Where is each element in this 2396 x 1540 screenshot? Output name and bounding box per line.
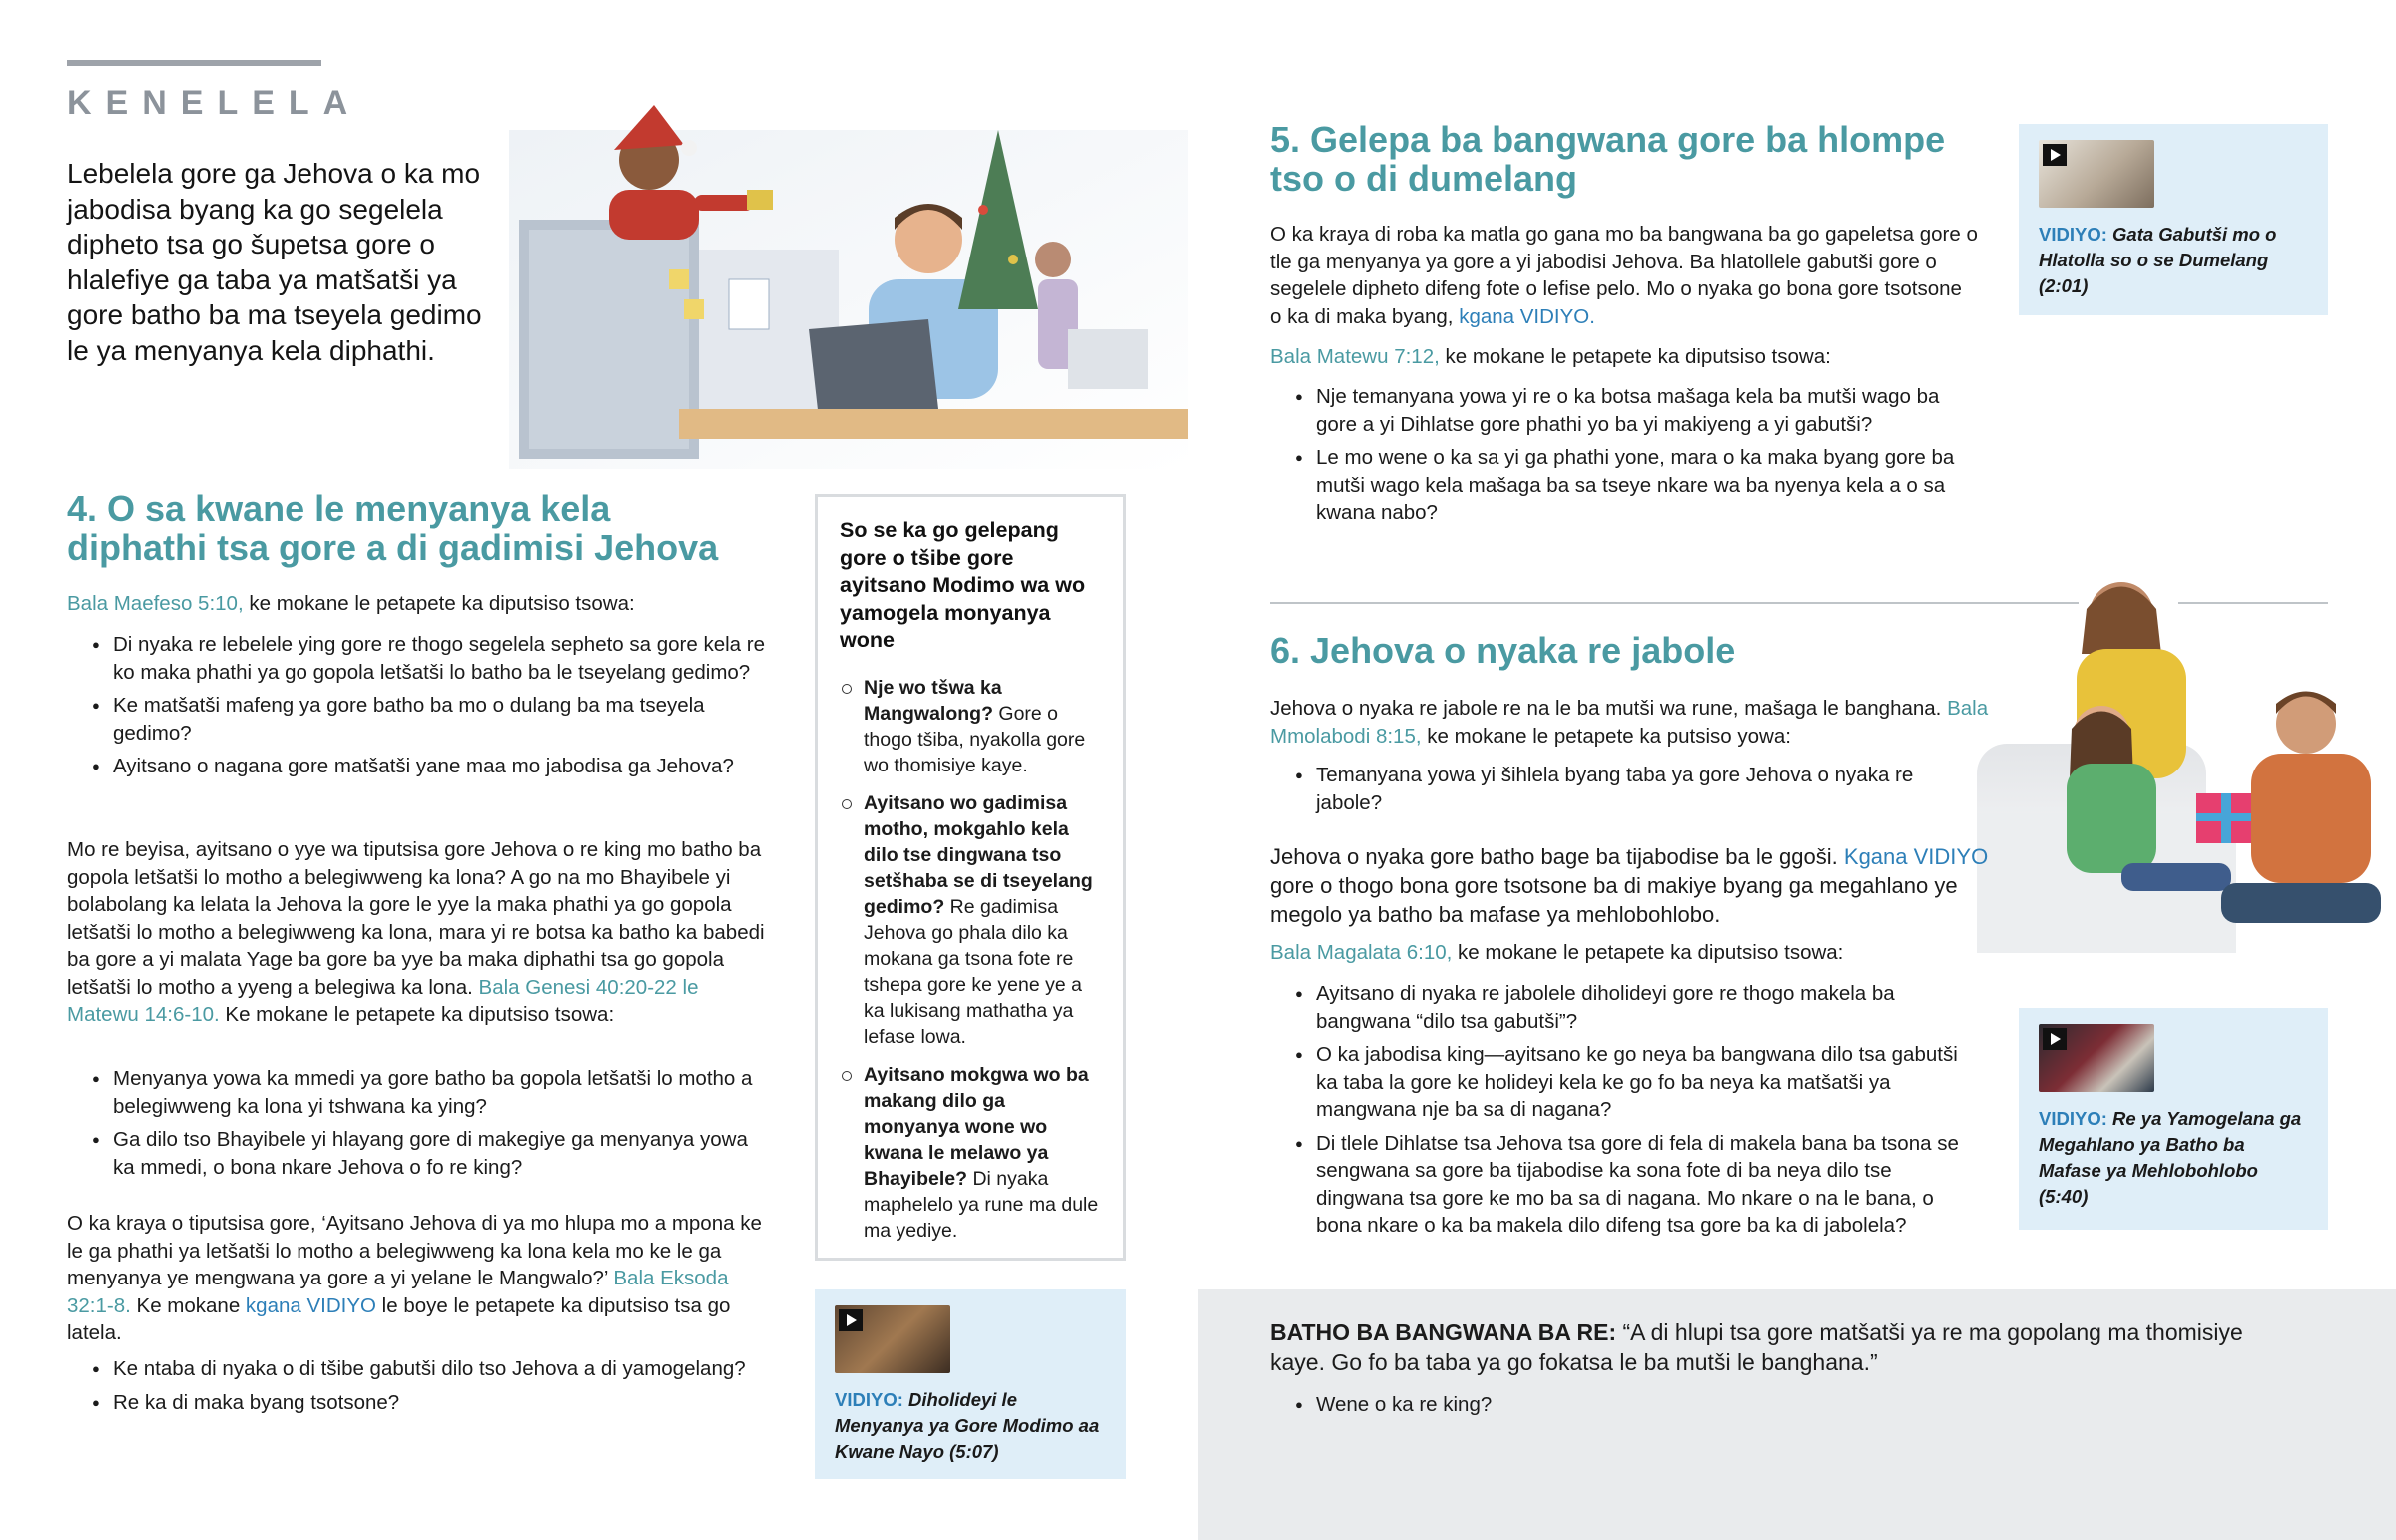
section-6-questions-1 <box>1270 762 1979 822</box>
section-6-reading-2: Bala Magalata 6:10, ke mokane le petapete ka diputsiso tsowa: <box>1270 941 1844 964</box>
question-item: ● Di tlele Dihlatse tsa Jehova tsa gore di fela di makela bana ba tsona se sengwana sa gore ba tijabodise ka sona fote di ba neya dilo tse dingwana tsa gore ke mo ba sa di nagana. Mo nkare o na le bana, o bona nkare o ka ba makela dilo difeng tsa gore ba ka di jabolela? <box>1270 1130 1979 1240</box>
question-item: ● O ka jabodisa king—ayitsano ke go neya ba bangwana dilo tsa gabutši ka taba la gore ke holideyi kela ke go fo ba neya ka matšatši ya mangwana nje ba sa di nagana? <box>1270 1041 1979 1124</box>
question-item: ● Temanyana yowa yi šihlela byang taba ya gore Jehova o nyaka re jabole? <box>1270 762 1979 816</box>
video-card-beliefs[interactable] <box>2019 124 2328 315</box>
question-item: ● Re ka di maka byang tsotsone? <box>67 1389 766 1417</box>
question-item: ● Le mo wene o ka sa yi ga phathi yone, mara o ka maka byang gore ba mutši wago kela mašaga ba sa tseye nkare wa ba nyenya kela a o sa kwana nabo? <box>1270 444 1979 527</box>
video-card-conventions[interactable] <box>2019 1008 2328 1230</box>
scripture-reference[interactable]: Bala Matewu 7:12, <box>1270 345 1440 368</box>
section-5-reading: Bala Matewu 7:12, ke mokane le petapete ka diputsiso tsowa: <box>1270 345 1831 368</box>
section-4-reading: Bala Maefeso 5:10, ke mokane le petapete ka diputsiso tsowa: <box>67 592 635 615</box>
header-rule <box>67 60 321 66</box>
video-thumbnail[interactable] <box>2039 1024 2154 1092</box>
video-thumbnail[interactable] <box>835 1305 950 1373</box>
video-thumbnail[interactable] <box>2039 140 2154 208</box>
info-box-item: Nje wo tšwa ka Mangwalong? Gore o thogo tšiba, nyakolla gore wo thomisiye kaye. <box>840 675 1101 778</box>
question-item: ● Ke matšatši mafeng ya gore batho ba mo o dulang ba ma tseyela gedimo? <box>67 692 786 747</box>
question-item: ● Di nyaka re lebelele ying gore re thogo segelela sepheto sa gore kela re ko maka phathi ya go gopola letšatši lo batho ba le tseyelang gedimo? <box>67 631 786 686</box>
video-caption: VIDIYO: Gata Gabutši mo o Hlatolla so o se Dumelang (2:01) <box>2039 224 2277 296</box>
play-icon[interactable] <box>2043 144 2067 166</box>
others-say-quote: BATHO BA BANGWANA BA RE: “A di hlupi tsa gore matšatši ya re ma gopolang ma thomisiye kaye. Go fo ba taba ya go fokatsa le ba mutši le banghana.” <box>1270 1319 2243 1375</box>
video-link[interactable]: Kgana VIDIYO <box>1843 844 1989 869</box>
section-5-title: 5. Gelepa ba bangwana gore ba hlompe tso o di dumelang <box>1270 119 1946 199</box>
scripture-reference[interactable]: Bala Genesi 40:20-22 le Matewu 14:6-10. <box>67 975 699 1026</box>
section-4-questions-2 <box>67 1065 766 1187</box>
info-box-item: Ayitsano wo gadimisa motho, mokgahlo kela dilo tse dingwana tso setšhaba se di tseyelang gedimo? Re gadimisa Jehova go phala dilo ka mokana ga tsona fote re tshepa gore ke yene ye a ka lukisang mathatha ya lefase lowa. <box>840 790 1101 1050</box>
video-card-holidays[interactable] <box>815 1289 1126 1479</box>
question-item: ● Ke ntaba di nyaka o di tšibe gabutši dilo tso Jehova a di yamogelang? <box>67 1355 766 1383</box>
video-link[interactable]: kgana VIDIYO. <box>1459 304 1595 328</box>
page-label: KENELELA <box>67 84 362 122</box>
question-item: ● Ga dilo tso Bhayibele yi hlayang gore di makegiye ga menyanya yowa ka mmedi, o bona nkare Jehova o fo re king? <box>67 1126 766 1181</box>
info-box-item: Ayitsano mokgwa wo ba makang dilo ga monyanya wone wo kwana le melawo ya Bhayibele? Di nyaka maphelelo ya rune ma dule ma yediye. <box>840 1062 1101 1244</box>
question-item: ● Ayitsano di nyaka re jabolele diholideyi gore re thogo makela ba bangwana “dilo tsa gabutši”? <box>1270 980 1979 1035</box>
section-6-questions-2 <box>1270 980 1979 1246</box>
section-6-paragraph-2: Jehova o nyaka gore batho bage ba tijabodise ba le ggoši. Kgana VIDIYO gore o thogo bona gore tsotsone ba di makiye byang ga megahlano ye megolo ya batho ba mafase ya mehlobohlobo. <box>1270 844 1989 927</box>
section-5-questions <box>1270 383 1979 533</box>
video-caption: VIDIYO: Re ya Yamogelana ga Megahlano ya Batho ba Mafase ya Mehlobohlobo (5:40) <box>2039 1108 2302 1207</box>
section-5-paragraph: O ka kraya di roba ka matla go gana mo ba bangwana ba go gapeletsa gore o tle ga menyanya ya gore a yi jabodisi Jehova. Ba hlatollele gabutši gore o segelele dipheto difeng fote o lefise pelo. Mo o nyaka go bona gore tsotsone o ka di maka byang, kgana VIDIYO. <box>1270 223 1978 328</box>
video-caption: VIDIYO: Diholideyi le Menyanya ya Gore Modimo aa Kwane Nayo (5:07) <box>835 1389 1100 1462</box>
scripture-reference[interactable]: Bala Magalata 6:10, <box>1270 941 1453 964</box>
bottom-question <box>1270 1391 1969 1425</box>
scripture-reference[interactable]: Bala Eksoda 32:1-8. <box>67 1267 729 1317</box>
scripture-reference[interactable]: Bala Mmolabodi 8:15, <box>1270 697 1989 748</box>
scripture-reference[interactable]: Bala Maefeso 5:10, <box>67 592 244 615</box>
play-icon[interactable] <box>2043 1028 2067 1050</box>
section-6-paragraph-1: Jehova o nyaka re jabole re na le ba mutši wa rune, mašaga le banghana. Bala Mmolabodi 8:15, ke mokane le petapete ka putsiso yowa: <box>1270 697 1989 748</box>
section-6-title: 6. Jehova o nyaka re jabole <box>1270 630 1736 671</box>
office-illustration <box>509 90 1188 469</box>
intro-text: Lebelela gore ga Jehova o ka mo jabodisa byang ka go segelela dipheto tsa go šupetsa gore o hlalefiye ga taba ya matšatši ya gore batho ba ma tseyela gedimo le ya menyanya kela diphathi. <box>67 158 482 366</box>
info-box <box>815 494 1126 1261</box>
question-item: ● Nje temanyana yowa yi re o ka botsa mašaga kela ba mutši wago ba gore a yi Dihlatse gore phathi yo ba yi makiyeng a yi gabutši? <box>1270 383 1979 438</box>
info-box-title: So se ka go gelepang gore o tšibe gore ayitsano Modimo wa wo yamogela monyanya wone <box>840 518 1086 652</box>
play-icon[interactable] <box>839 1309 863 1331</box>
section-4-title: 4. O sa kwane le menyanya kela diphathi tsa gore a di gadimisi Jehova <box>67 488 719 568</box>
section-4-questions-1 <box>67 631 786 786</box>
section-4-questions-3 <box>67 1355 766 1422</box>
section-4-paragraph-2: O ka kraya o tiputsisa gore, ‘Ayitsano Jehova di ya mo hlupa mo a mpona ke le ga phathi ya letšatši lo motho a belegiwweng ka lona kela mo ke le ga menyanya ye mengwana ya gore a yi yelane le Mangwalo?’ Bala Eksoda 32:1-8. Ke mokane kgana VIDIYO le boye le petapete ka diputsiso tsa go latela. <box>67 1212 762 1344</box>
question-item: ● Menyanya yowa ka mmedi ya gore batho ba gopola letšatši lo motho a belegiwweng ka lona yi tshwana ka ying? <box>67 1065 766 1120</box>
section-4-paragraph-1: Mo re beyisa, ayitsano o yye wa tiputsisa gore Jehova o re king mo batho ba gopola letšatši lo motho a belegiwweng ka lona? A go na mo Bhayibele yi bolabolang ka lelata la Jehova la gore le yye la maka phathi ya go gopola letšatši lo motho a belegiwweng ka lona, mara yi re botsa ka batho ka babedi ba gore a yi malata Yage ba gore ba yye ba maka diphathi tsa go gopola letšatši lo motho a yyeng a belegiwa ka lona. Bala Genesi 40:20-22 le Matewu 14:6-10. Ke mokane le petapete ka diputsiso tsowa: <box>67 838 765 1026</box>
question-item: ● Wene o ka re king? <box>1270 1391 1969 1419</box>
question-item: ● Ayitsano o nagana gore matšatši yane maa mo jabodisa ga Jehova? <box>67 753 786 780</box>
video-link[interactable]: kgana VIDIYO <box>245 1293 376 1317</box>
section-divider <box>1270 602 2079 604</box>
family-illustration <box>1972 564 2396 953</box>
